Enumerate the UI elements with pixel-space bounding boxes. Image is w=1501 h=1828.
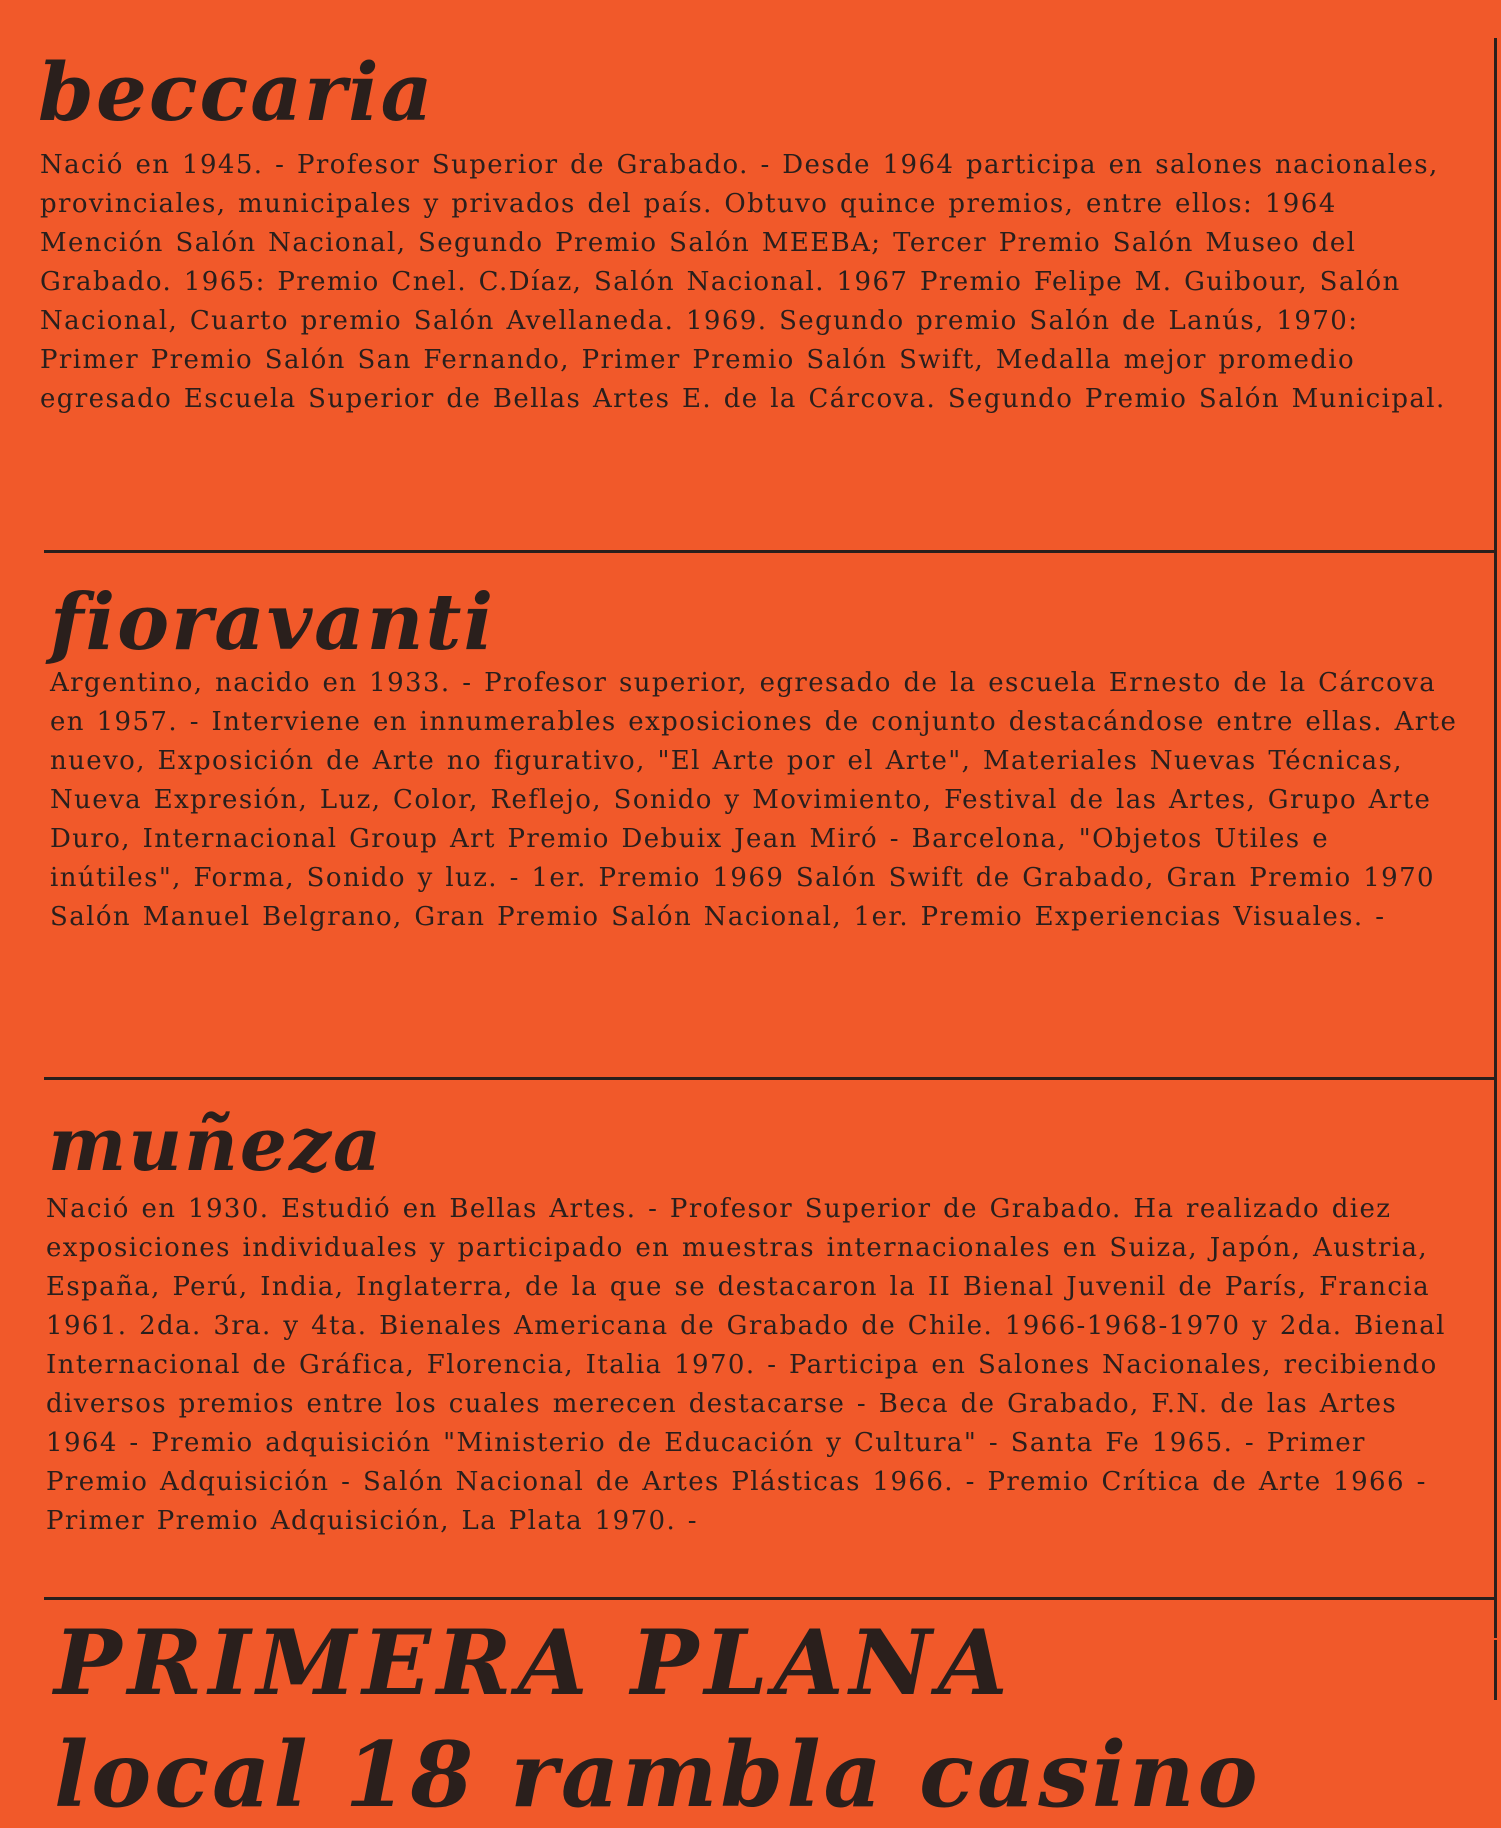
artist-name-heading: muñeza — [48, 1102, 383, 1188]
section-divider — [44, 1077, 1496, 1080]
artist-name-heading: fioravanti — [50, 577, 496, 668]
page-edge-rule — [1494, 38, 1497, 1638]
artist-bio: Nació en 1945. - Profesor Superior de Grabado. - Desde 1964 participa en salones nacionales, provinciales, municipales y privados del país. Obtuvo quince premios, entre ellos: 1964 Mención Salón Nacional, Segundo Premio Salón MEEBA; Tercer Premio Salón Museo del Grabado. 1965: Premio Cnel. C.Díaz, Salón Nacional. 1967 Premio Felipe M. Guibour, Salón Nacional, Cuarto premio Salón Avellaneda. 1969. Segundo premio Salón de Lanús, 1970: Primer Premio Salón San Fernando, Primer Premio Salón Swift, Medalla mejor promedio egresado Escuela Superior de Bellas Artes E. de la Cárcova. Segundo Premio Salón Municipal. — [40, 150, 1446, 414]
artist-bio: Nació en 1930. Estudió en Bellas Artes. - Profesor Superior de Grabado. Ha realizado diez exposiciones individuales y participado en muestras internacionales en Suiza, Japón, Austria, España, Perú, India, Inglaterra, de la que se destacaron la II Bienal Juvenil de París, Francia 1961. 2da. 3ra. y 4ta. Bienales Americana de Grabado de Chile. 1966-1968-1970 y 2da. Bienal Internacional de Gráfica, Florencia, Italia 1970. - Participa en Salones Nacionales, recibiendo diversos premios entre los cuales merecen destacarse - Beca de Grabado, F.N. de las Artes 1964 - Premio adquisición "Ministerio de Educación y Cultura" - Santa Fe 1965. - Primer Premio Adquisición - Salón Nacional de Artes Plásticas 1966. - Premio Crítica de Arte 1966 - Primer Premio Adquisición, La Plata 1970. - — [46, 1194, 1446, 1536]
venue-address: local 18 rambla casino — [54, 1722, 1261, 1828]
section-divider — [44, 1597, 1496, 1600]
artist-bio: Argentino, nacido en 1933. - Profesor superior, egresado de la escuela Ernesto de la Cárcova en 1957. - Interviene en innumerables exposiciones de conjunto destacándose entre ellas. Arte nuevo, Exposición de Arte no figurativo, "El Arte por el Arte", Materiales Nuevas Técnicas, Nueva Expresión, Luz, Color, Reflejo, Sonido y Movimiento, Festival de las Artes, Grupo Arte Duro, Internacional Group Art Premio Debuix Jean Miró - Barcelona, "Objetos Utiles e inútiles", Forma, Sonido y luz. - 1er. Premio 1969 Salón Swift de Grabado, Gran Premio 1970 Salón Manuel Belgrano, Gran Premio Salón Nacional, 1er. Premio Experiencias Visuales. - — [50, 668, 1458, 932]
section-divider — [44, 550, 1496, 553]
venue-name: PRIMERA PLANA — [54, 1610, 1014, 1716]
artist-name-heading: beccaria — [38, 45, 435, 139]
page-edge-rule-lower — [1494, 1640, 1497, 1700]
